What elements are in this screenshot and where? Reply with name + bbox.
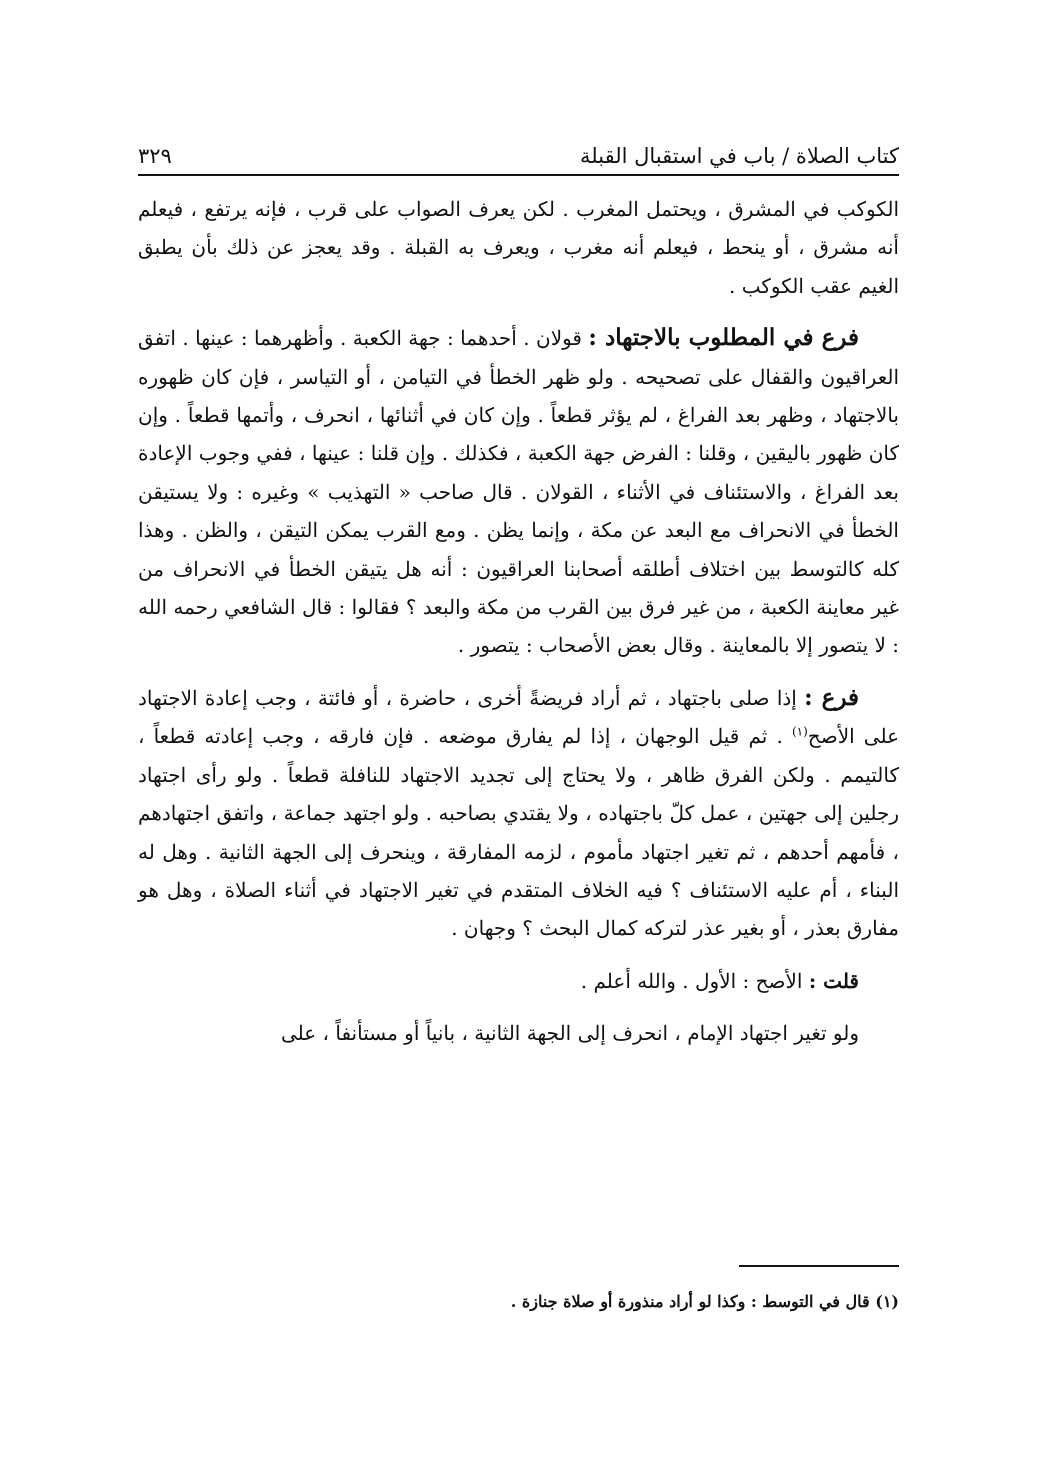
paragraph-3	[138, 679, 899, 948]
running-title: كتاب الصلاة / باب في استقبال القبلة	[580, 144, 899, 168]
paragraph-2	[138, 319, 899, 665]
footnote-text: قال في التوسط : وكذا لو أراد منذورة أو صلاة جنازة .	[510, 1292, 870, 1311]
section-heading-far: فرع في المطلوب بالاجتهاد :	[588, 324, 859, 352]
paragraph-4-body: الأصح : الأول . والله أعلم .	[580, 968, 809, 993]
page-header	[138, 128, 899, 168]
main-text	[138, 190, 899, 1053]
footnote-marker: (١)	[875, 1292, 899, 1311]
footnote	[138, 1290, 899, 1314]
paragraph-3-body-a: إذا صلى باجتهاد ، ثم أراد فريضةً أخرى ، حاضرة ، أو فائتة ، وجب إعادة الاجتهاد على الأصح	[138, 685, 899, 749]
paragraph-2-body: قولان . أحدهما : جهة الكعبة . وأظهرهما : عينها . اتفق العراقيون والقفال على تصحيحه . ولو ظهر الخطأ في التيامن ، أو التياسر ، فإن كان ظهوره بالاجتهاد ، وظهر بعد الفراغ ، لم يؤثر قطعاً . وإن كان في أثنائها ، انحرف ، وأتمها قطعاً . وإن كان ظهور باليقين ، وقلنا : الفرض جهة الكعبة ، فكذلك . وإن قلنا : عينها ، ففي وجوب الإعادة بعد الفراغ ، والاستئناف في الأثناء ، القولان . قال صاحب « التهذيب » وغيره : ولا يستيقن الخطأ في الانحراف مع البعد عن مكة ، وإنما يظن . ومع القرب يمكن التيقن ، والظن . وهذا كله كالتوسط بين اختلاف أطلقه أصحابنا العراقيون : أنه هل يتيقن الخطأ في الانحراف من غير معاينة الكعبة ، من غير فرق بين القرب من مكة والبعد ؟ فقالوا : قال الشافعي رحمه الله : لا يتصور إلا بالمعاينة . وقال بعض الأصحاب : يتصور .	[138, 326, 899, 658]
footnote-rule	[739, 1265, 899, 1267]
header-rule	[138, 174, 899, 176]
page-number: ٣٢٩	[138, 144, 172, 168]
paragraph-4	[138, 962, 899, 1000]
footnote-reference: (١)	[791, 724, 808, 739]
paragraph-5: ولو تغير اجتهاد الإمام ، انحرف إلى الجهة الثانية ، بانياً أو مستأنفاً ، على	[280, 1021, 859, 1046]
paragraph-1: الكوكب في المشرق ، ويحتمل المغرب . لكن يعرف الصواب على قرب ، فإنه يرتفع ، فيعلم أنه مشرق ، أو ينحط ، فيعلم أنه مغرب ، ويعرف به القبلة . وقد يعجز عن ذلك بأن يطبق الغيم عقب الكوكب .	[138, 197, 899, 298]
section-heading-far-2: فرع :	[804, 683, 859, 711]
qultu-heading: قلت :	[808, 968, 859, 993]
paragraph-3-body-b: . ثم قيل الوجهان ، إذا لم يفارق موضعه . فإن فارقه ، وجب إعادته قطعاً ، كالتيمم . ولكن الفرق ظاهر ، ولا يحتاج إلى تجديد الاجتهاد للنافلة قطعاً . ولو رأى اجتهاد رجلين إلى جهتين ، عمل كلّ باجتهاده ، ولا يقتدي بصاحبه . ولو اجتهد جماعة ، واتفق اجتهادهم ، فأمهم أحدهم ، ثم تغير اجتهاد مأموم ، لزمه المفارقة ، وينحرف إلى الجهة الثانية . وهل له البناء ، أم عليه الاستئناف ؟ فيه الخلاف المتقدم في تغير الاجتهاد في أثناء الصلاة ، وهل هو مفارق بعذر ، أو بغير عذر لتركه كمال البحث ؟ وجهان .	[138, 724, 899, 941]
